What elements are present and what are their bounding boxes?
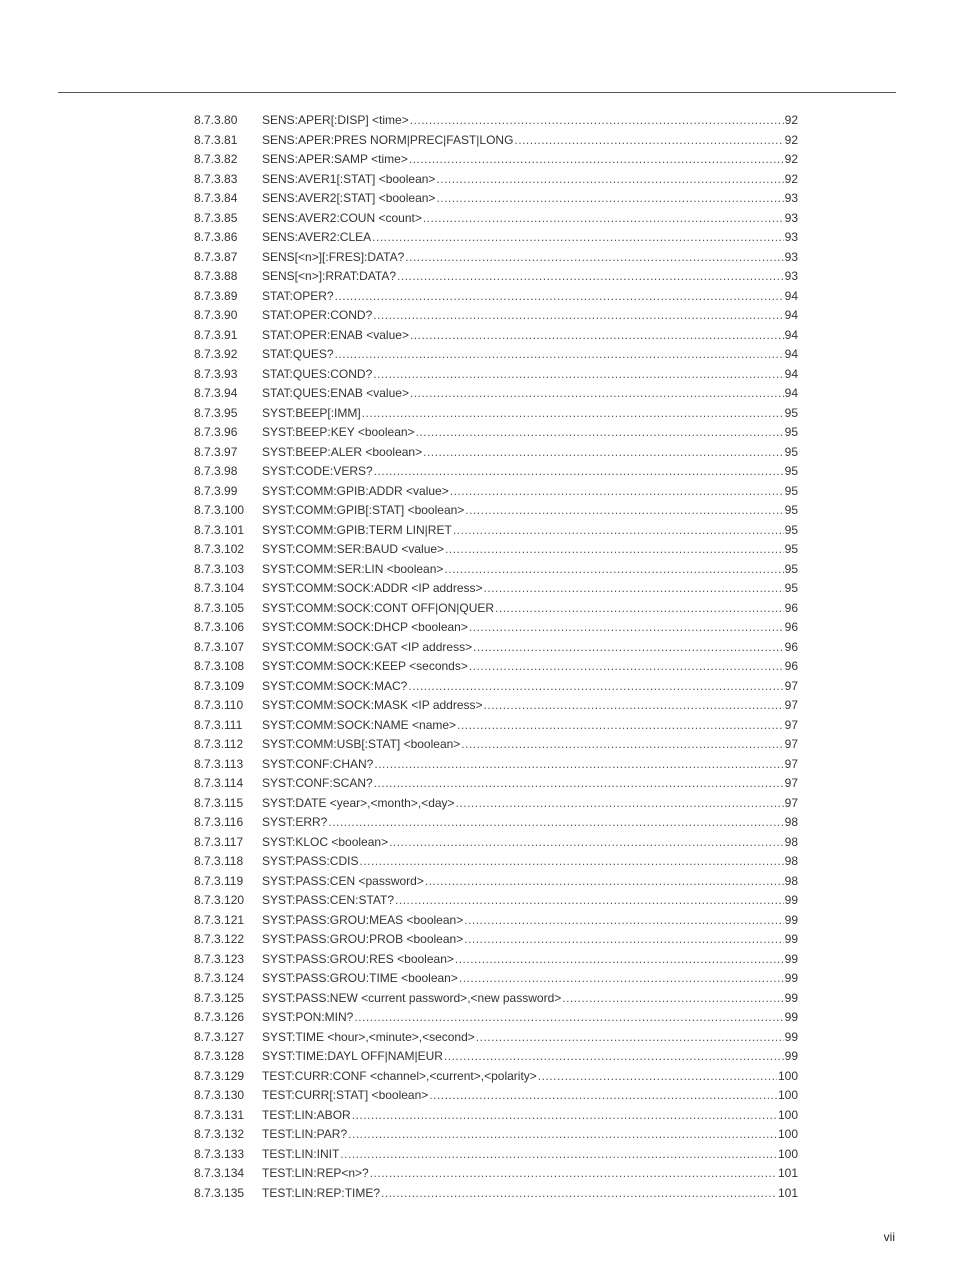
toc-entry-number: 8.7.3.103 — [194, 561, 245, 576]
toc-entry-page: 95 — [784, 464, 798, 478]
toc-entry-page: 99 — [784, 951, 798, 966]
toc-dot-leader — [381, 1184, 777, 1204]
toc-entry-page: 95 — [784, 405, 798, 420]
toc-entry-number: 8.7.3.114 — [194, 776, 244, 790]
toc-entry-title: SYST:COMM:GPIB:ADDR <value> — [262, 483, 449, 498]
toc-entry-title: SYST:COMM:GPIB:TERM LIN|RET — [262, 522, 452, 537]
toc-entry-page: 96 — [784, 620, 798, 634]
toc-entry-page: 94 — [784, 288, 798, 303]
toc-dot-leader — [423, 209, 784, 229]
toc-entry-number: 8.7.3.104 — [194, 581, 245, 595]
toc-entry-page: 96 — [784, 639, 798, 654]
toc-dot-leader — [484, 696, 784, 716]
toc-entry-number: 8.7.3.101 — [194, 522, 245, 537]
toc-entry-title: SYST:DATE <year>,<month>,<day> — [262, 795, 455, 810]
toc-entry[interactable] — [194, 384, 798, 404]
toc-entry-number: 8.7.3.128 — [194, 1049, 245, 1063]
toc-entry[interactable] — [194, 248, 798, 268]
toc-entry-page: 92 — [784, 113, 798, 127]
toc-entry[interactable] — [194, 306, 798, 326]
toc-entry-page: 98 — [784, 854, 798, 868]
toc-entry-page: 93 — [784, 269, 798, 283]
toc-entry-title: SYST:BEEP[:IMM] — [262, 405, 361, 420]
toc-entry[interactable] — [194, 579, 798, 599]
toc-entry-page: 99 — [784, 1049, 798, 1063]
toc-entry-title: SYST:PASS:CEN:STAT? — [262, 893, 395, 907]
toc-entry-page: 94 — [784, 386, 798, 400]
toc-dot-leader — [335, 345, 784, 365]
toc-dot-leader — [436, 170, 783, 190]
toc-entry[interactable] — [194, 345, 798, 365]
toc-entry[interactable] — [194, 482, 798, 502]
toc-entry[interactable] — [194, 950, 798, 970]
toc-entry-title: SYST:PASS:GROU:RES <boolean> — [262, 951, 454, 966]
toc-dot-leader — [469, 657, 784, 677]
toc-entry[interactable] — [194, 735, 798, 755]
toc-entry-title: SYST:COMM:SER:LIN <boolean> — [262, 561, 444, 576]
toc-entry-page: 92 — [784, 152, 798, 166]
toc-entry[interactable] — [194, 443, 798, 463]
toc-entry-number: 8.7.3.106 — [194, 620, 245, 634]
toc-entry-page: 93 — [784, 230, 798, 244]
toc-dot-leader — [410, 111, 784, 131]
toc-entry-number: 8.7.3.123 — [194, 951, 245, 966]
toc-entry[interactable] — [194, 111, 798, 131]
toc-entry-page: 97 — [784, 678, 798, 693]
toc-dot-leader — [410, 326, 784, 346]
toc-entry-page: 99 — [784, 912, 798, 927]
toc-entry-page: 96 — [784, 659, 798, 673]
toc-entry[interactable] — [194, 365, 798, 385]
toc-entry-title: TEST:CURR:CONF <channel>,<current>,<polarity> — [262, 1068, 537, 1083]
toc-entry[interactable] — [194, 716, 798, 736]
toc-entry-number: 8.7.3.86 — [194, 230, 238, 244]
toc-dot-leader — [374, 774, 784, 794]
toc-entry-page: 95 — [784, 581, 798, 595]
toc-entry[interactable] — [194, 189, 798, 209]
toc-dot-leader — [444, 1047, 784, 1067]
toc-entry-page: 100 — [777, 1127, 798, 1141]
table-of-contents — [194, 111, 798, 1203]
toc-entry[interactable] — [194, 1164, 798, 1184]
toc-dot-leader — [444, 560, 783, 580]
toc-entry-page: 100 — [777, 1088, 798, 1102]
page-number: vii — [883, 1230, 895, 1244]
toc-entry-title: SYST:COMM:SOCK:NAME <name> — [262, 717, 457, 732]
toc-entry-page: 97 — [784, 737, 798, 751]
toc-entry-page: 100 — [777, 1146, 798, 1161]
toc-dot-leader — [445, 540, 784, 560]
toc-entry[interactable] — [194, 813, 798, 833]
toc-entry-number: 8.7.3.116 — [194, 815, 244, 829]
toc-entry-number: 8.7.3.91 — [194, 327, 238, 342]
toc-entry-page: 95 — [784, 561, 798, 576]
toc-entry[interactable] — [194, 404, 798, 424]
toc-dot-leader — [436, 189, 783, 209]
toc-entry-title: SENS:AVER2[:STAT] <boolean> — [262, 191, 436, 205]
toc-entry[interactable] — [194, 1106, 798, 1126]
toc-entry[interactable] — [194, 794, 798, 814]
toc-entry-number: 8.7.3.111 — [194, 717, 243, 732]
toc-entry-number: 8.7.3.95 — [194, 405, 238, 420]
toc-entry-title: STAT:OPER? — [262, 288, 334, 303]
toc-entry[interactable] — [194, 170, 798, 190]
toc-entry-page: 95 — [784, 503, 798, 517]
toc-entry-number: 8.7.3.83 — [194, 171, 238, 186]
toc-entry-title: SENS:APER:PRES NORM|PREC|FAST|LONG — [262, 132, 514, 147]
toc-entry-page: 94 — [784, 327, 798, 342]
toc-entry-page: 99 — [784, 971, 798, 985]
toc-entry-number: 8.7.3.110 — [194, 698, 244, 712]
toc-entry[interactable] — [194, 618, 798, 638]
toc-entry-number: 8.7.3.107 — [194, 639, 245, 654]
toc-entry-number: 8.7.3.134 — [194, 1166, 245, 1180]
toc-entry-number: 8.7.3.115 — [194, 795, 244, 810]
toc-entry-page: 95 — [784, 522, 798, 537]
toc-entry-number: 8.7.3.132 — [194, 1127, 245, 1141]
toc-entry-number: 8.7.3.135 — [194, 1185, 245, 1200]
toc-entry[interactable] — [194, 150, 798, 170]
toc-dot-leader — [389, 833, 784, 853]
toc-entry[interactable] — [194, 326, 798, 346]
toc-entry[interactable] — [194, 1008, 798, 1028]
toc-dot-leader — [405, 248, 783, 268]
toc-entry-title: SYST:COMM:SOCK:ADDR <IP address> — [262, 581, 483, 595]
toc-entry[interactable] — [194, 930, 798, 950]
toc-dot-leader — [373, 365, 783, 385]
toc-entry-page: 96 — [784, 600, 798, 615]
toc-entry-number: 8.7.3.93 — [194, 366, 238, 381]
toc-entry[interactable] — [194, 852, 798, 872]
toc-entry[interactable] — [194, 1067, 798, 1087]
toc-entry-title: SENS:AVER2:CLEA — [262, 230, 372, 244]
toc-dot-leader — [473, 638, 784, 658]
toc-entry-title: TEST:CURR[:STAT] <boolean> — [262, 1088, 429, 1102]
toc-entry-title: SYST:CONF:SCAN? — [262, 776, 373, 790]
toc-entry-number: 8.7.3.126 — [194, 1010, 245, 1024]
toc-entry[interactable] — [194, 891, 798, 911]
toc-entry-title: SYST:COMM:SOCK:MASK <IP address> — [262, 698, 483, 712]
toc-dot-leader — [408, 677, 783, 697]
toc-entry-title: SYST:COMM:GPIB[:STAT] <boolean> — [262, 503, 465, 517]
toc-entry-page: 97 — [784, 776, 798, 790]
toc-entry-title: TEST:LIN:INIT — [262, 1146, 340, 1161]
toc-entry-page: 99 — [784, 1010, 798, 1024]
toc-entry[interactable] — [194, 969, 798, 989]
toc-entry-page: 97 — [784, 717, 798, 732]
toc-entry-page: 98 — [784, 873, 798, 888]
toc-entry-title: SENS:AVER1[:STAT] <boolean> — [262, 171, 436, 186]
toc-entry[interactable] — [194, 209, 798, 229]
toc-entry-page: 93 — [784, 210, 798, 225]
toc-entry-page: 94 — [784, 308, 798, 322]
toc-dot-leader — [453, 521, 784, 541]
toc-entry[interactable] — [194, 1086, 798, 1106]
toc-entry-number: 8.7.3.109 — [194, 678, 245, 693]
toc-entry-page: 99 — [784, 893, 798, 907]
toc-entry-number: 8.7.3.98 — [194, 464, 238, 478]
toc-entry-number: 8.7.3.125 — [194, 990, 245, 1005]
toc-entry[interactable] — [194, 1125, 798, 1145]
toc-dot-leader — [362, 404, 784, 424]
toc-entry-title: SENS[<n>][:FRES]:DATA? — [262, 249, 405, 264]
toc-dot-leader — [459, 969, 784, 989]
toc-entry-number: 8.7.3.108 — [194, 659, 245, 673]
toc-entry-number: 8.7.3.120 — [194, 893, 245, 907]
toc-dot-leader — [410, 384, 784, 404]
toc-entry-title: SYST:PASS:NEW <current password>,<new password> — [262, 990, 562, 1005]
toc-entry-title: SYST:PASS:GROU:MEAS <boolean> — [262, 912, 464, 927]
toc-entry-number: 8.7.3.133 — [194, 1146, 245, 1161]
toc-dot-leader — [464, 930, 783, 950]
toc-entry-number: 8.7.3.118 — [194, 854, 244, 868]
toc-dot-leader — [359, 852, 783, 872]
toc-entry-number: 8.7.3.131 — [194, 1107, 245, 1122]
toc-entry[interactable] — [194, 423, 798, 443]
toc-dot-leader — [335, 287, 784, 307]
toc-entry-number: 8.7.3.130 — [194, 1088, 245, 1102]
toc-entry-number: 8.7.3.96 — [194, 425, 238, 439]
toc-entry-title: SYST:ERR? — [262, 815, 328, 829]
toc-entry[interactable] — [194, 1184, 798, 1204]
toc-entry-page: 95 — [784, 425, 798, 439]
toc-entry-title: SYST:PASS:CDIS — [262, 854, 359, 868]
toc-entry-number: 8.7.3.92 — [194, 347, 238, 361]
toc-entry[interactable] — [194, 540, 798, 560]
toc-dot-leader — [374, 755, 783, 775]
toc-entry-title: SYST:PASS:GROU:PROB <boolean> — [262, 932, 464, 946]
toc-dot-leader — [514, 131, 783, 151]
toc-entry-number: 8.7.3.89 — [194, 288, 238, 303]
toc-dot-leader — [373, 306, 783, 326]
toc-entry-page: 94 — [784, 366, 798, 381]
toc-entry-number: 8.7.3.88 — [194, 269, 238, 283]
toc-dot-leader — [340, 1145, 777, 1165]
toc-entry-number: 8.7.3.94 — [194, 386, 238, 400]
toc-dot-leader — [348, 1125, 777, 1145]
toc-entry-number: 8.7.3.124 — [194, 971, 245, 985]
toc-dot-leader — [372, 228, 783, 248]
toc-entry[interactable] — [194, 1145, 798, 1165]
toc-entry-number: 8.7.3.85 — [194, 210, 238, 225]
toc-entry-number: 8.7.3.105 — [194, 600, 245, 615]
toc-entry[interactable] — [194, 560, 798, 580]
toc-entry-title: SENS:APER:SAMP <time> — [262, 152, 408, 166]
toc-entry[interactable] — [194, 696, 798, 716]
toc-entry[interactable] — [194, 755, 798, 775]
toc-dot-leader — [374, 462, 784, 482]
toc-dot-leader — [461, 735, 783, 755]
toc-entry[interactable] — [194, 1028, 798, 1048]
toc-dot-leader — [456, 794, 784, 814]
toc-dot-leader — [425, 872, 784, 892]
toc-entry-number: 8.7.3.84 — [194, 191, 238, 205]
toc-dot-leader — [328, 813, 783, 833]
toc-entry-title: SYST:CONF:CHAN? — [262, 756, 374, 771]
toc-entry[interactable] — [194, 1047, 798, 1067]
toc-entry-title: STAT:QUES:ENAB <value> — [262, 386, 409, 400]
toc-dot-leader — [465, 501, 783, 521]
toc-dot-leader — [464, 911, 783, 931]
toc-entry-title: TEST:LIN:REP:TIME? — [262, 1185, 381, 1200]
toc-entry-number: 8.7.3.100 — [194, 503, 245, 517]
toc-entry-number: 8.7.3.97 — [194, 444, 238, 459]
toc-entry-page: 98 — [784, 834, 798, 849]
toc-entry-title: SYST:TIME <hour>,<minute>,<second> — [262, 1029, 475, 1044]
toc-entry-page: 94 — [784, 347, 798, 361]
toc-entry-title: SYST:BEEP:ALER <boolean> — [262, 444, 423, 459]
toc-entry-title: SYST:COMM:SOCK:GAT <IP address> — [262, 639, 473, 654]
toc-dot-leader — [562, 989, 783, 1009]
toc-dot-leader — [469, 618, 784, 638]
toc-entry[interactable] — [194, 521, 798, 541]
toc-dot-leader — [423, 443, 784, 463]
toc-entry-title: STAT:QUES:COND? — [262, 366, 373, 381]
toc-entry-title: SYST:PON:MIN? — [262, 1010, 354, 1024]
toc-entry-number: 8.7.3.112 — [194, 737, 244, 751]
toc-entry[interactable] — [194, 989, 798, 1009]
toc-entry-title: TEST:LIN:REP<n>? — [262, 1166, 369, 1180]
toc-entry-title: SYST:COMM:USB[:STAT] <boolean> — [262, 737, 461, 751]
toc-entry[interactable] — [194, 228, 798, 248]
toc-entry-number: 8.7.3.99 — [194, 483, 238, 498]
toc-entry-page: 100 — [777, 1107, 798, 1122]
toc-entry-number: 8.7.3.87 — [194, 249, 238, 264]
toc-entry-page: 101 — [777, 1166, 798, 1180]
toc-entry-page: 98 — [784, 815, 798, 829]
toc-entry-page: 95 — [784, 542, 798, 556]
toc-entry-number: 8.7.3.122 — [194, 932, 245, 946]
toc-entry[interactable] — [194, 599, 798, 619]
toc-entry[interactable] — [194, 657, 798, 677]
toc-entry-number: 8.7.3.129 — [194, 1068, 245, 1083]
toc-entry-page: 93 — [784, 249, 798, 264]
toc-dot-leader — [484, 579, 784, 599]
toc-entry[interactable] — [194, 774, 798, 794]
toc-entry-page: 92 — [784, 171, 798, 186]
toc-dot-leader — [476, 1028, 784, 1048]
toc-entry-number: 8.7.3.81 — [194, 132, 238, 147]
toc-dot-leader — [538, 1067, 777, 1087]
toc-entry-title: SENS[<n>]:RRAT:DATA? — [262, 269, 397, 283]
toc-entry-number: 8.7.3.82 — [194, 152, 238, 166]
toc-entry-title: SYST:PASS:GROU:TIME <boolean> — [262, 971, 458, 985]
toc-entry-title: STAT:QUES? — [262, 347, 334, 361]
toc-entry-title: SENS:AVER2:COUN <count> — [262, 210, 422, 225]
toc-entry-page: 100 — [777, 1068, 798, 1083]
toc-entry-number: 8.7.3.127 — [194, 1029, 245, 1044]
toc-entry-title: SYST:KLOC <boolean> — [262, 834, 389, 849]
toc-entry-page: 95 — [784, 483, 798, 498]
toc-dot-leader — [416, 423, 784, 443]
toc-entry[interactable] — [194, 131, 798, 151]
toc-entry-title: SYST:COMM:SOCK:MAC? — [262, 678, 408, 693]
toc-entry-title: TEST:LIN:ABOR — [262, 1107, 351, 1122]
toc-entry-number: 8.7.3.80 — [194, 113, 238, 127]
toc-entry[interactable] — [194, 267, 798, 287]
toc-entry[interactable] — [194, 833, 798, 853]
toc-entry-number: 8.7.3.113 — [194, 756, 244, 771]
toc-entry-title: SENS:APER[:DISP] <time> — [262, 113, 409, 127]
toc-entry-page: 97 — [784, 698, 798, 712]
toc-entry-title: STAT:OPER:ENAB <value> — [262, 327, 409, 342]
toc-entry-title: SYST:COMM:SER:BAUD <value> — [262, 542, 445, 556]
toc-entry-page: 92 — [784, 132, 798, 147]
toc-entry-number: 8.7.3.90 — [194, 308, 238, 322]
toc-entry[interactable] — [194, 501, 798, 521]
toc-entry[interactable] — [194, 911, 798, 931]
toc-entry-title: SYST:CODE:VERS? — [262, 464, 373, 478]
toc-entry-title: SYST:TIME:DAYL OFF|NAM|EUR — [262, 1049, 443, 1063]
header-rule — [58, 92, 896, 93]
toc-entry-page: 95 — [784, 444, 798, 459]
toc-entry-title: SYST:COMM:SOCK:DHCP <boolean> — [262, 620, 468, 634]
toc-dot-leader — [457, 716, 784, 736]
toc-dot-leader — [354, 1008, 783, 1028]
toc-entry-page: 99 — [784, 1029, 798, 1044]
toc-entry-title: SYST:COMM:SOCK:KEEP <seconds> — [262, 659, 468, 673]
toc-entry-number: 8.7.3.121 — [194, 912, 245, 927]
toc-entry-page: 97 — [784, 795, 798, 810]
toc-entry-title: SYST:PASS:CEN <password> — [262, 873, 424, 888]
toc-dot-leader — [395, 891, 784, 911]
toc-dot-leader — [397, 267, 784, 287]
toc-entry-number: 8.7.3.117 — [194, 834, 244, 849]
toc-entry[interactable] — [194, 638, 798, 658]
toc-entry-page: 99 — [784, 990, 798, 1005]
toc-entry-title: SYST:COMM:SOCK:CONT OFF|ON|QUER — [262, 600, 495, 615]
toc-entry-page: 97 — [784, 756, 798, 771]
toc-entry[interactable] — [194, 677, 798, 697]
toc-dot-leader — [352, 1106, 777, 1126]
toc-entry[interactable] — [194, 287, 798, 307]
toc-entry[interactable] — [194, 462, 798, 482]
toc-entry-number: 8.7.3.119 — [194, 873, 244, 888]
toc-dot-leader — [495, 599, 784, 619]
toc-dot-leader — [450, 482, 784, 502]
toc-entry-title: TEST:LIN:PAR? — [262, 1127, 348, 1141]
toc-entry-title: SYST:BEEP:KEY <boolean> — [262, 425, 415, 439]
toc-entry-page: 99 — [784, 932, 798, 946]
toc-entry[interactable] — [194, 872, 798, 892]
toc-entry-title: STAT:OPER:COND? — [262, 308, 373, 322]
toc-dot-leader — [429, 1086, 777, 1106]
toc-dot-leader — [370, 1164, 777, 1184]
toc-entry-number: 8.7.3.102 — [194, 542, 245, 556]
toc-entry-page: 101 — [777, 1185, 798, 1200]
toc-entry-page: 93 — [784, 191, 798, 205]
toc-dot-leader — [409, 150, 784, 170]
toc-dot-leader — [455, 950, 784, 970]
